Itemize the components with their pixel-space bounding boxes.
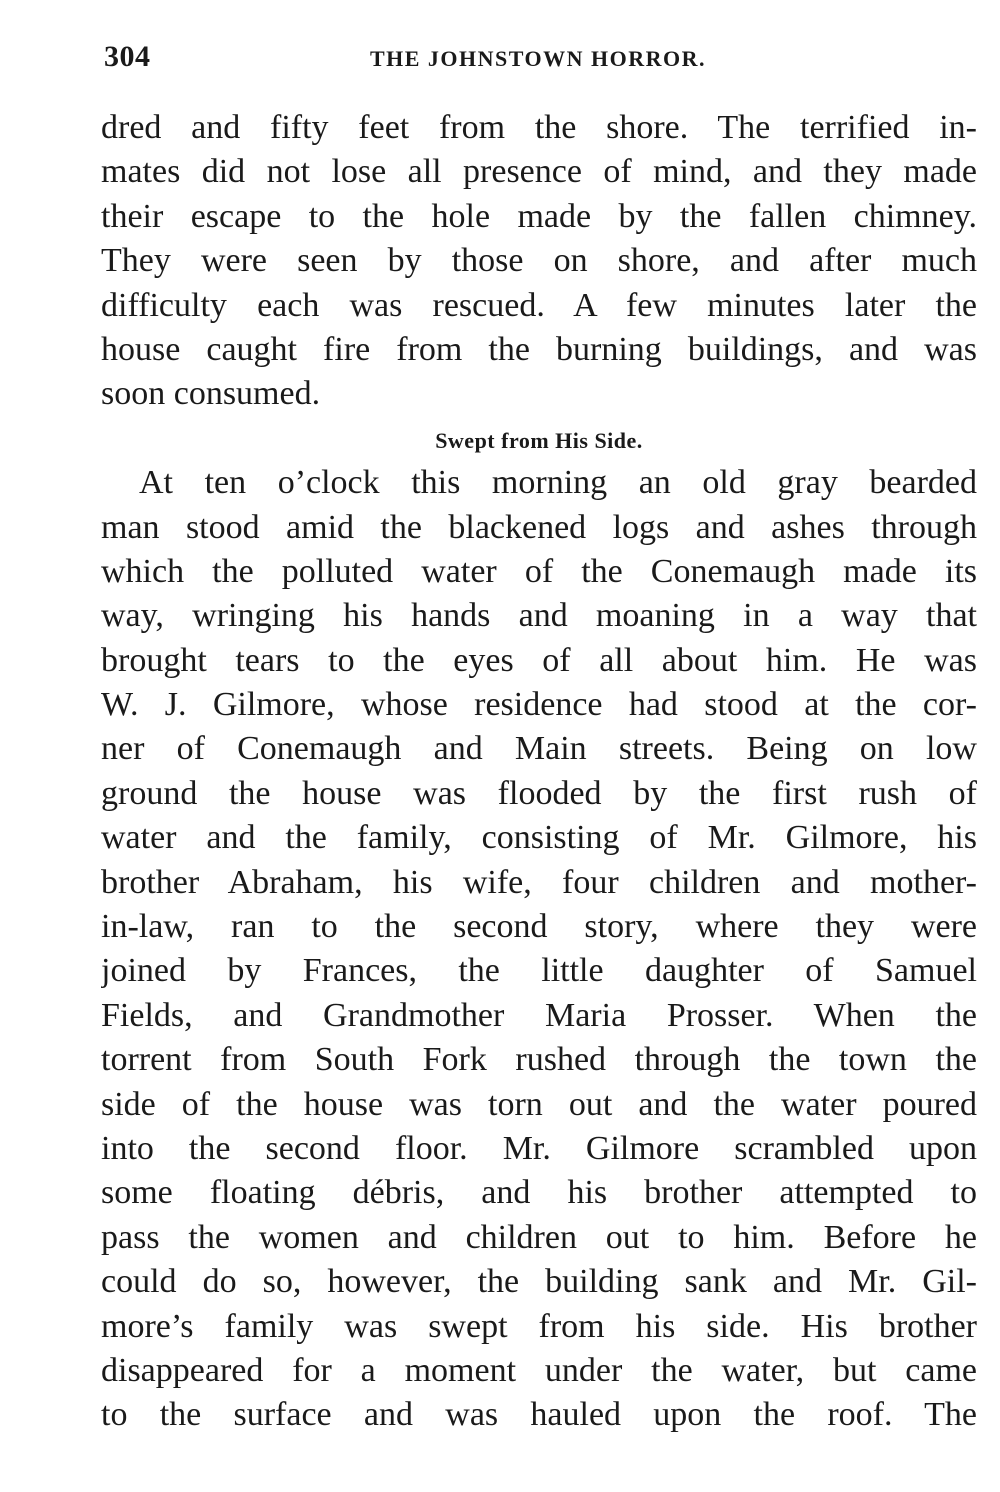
text-line: difficulty each was rescued. A few minutes later the <box>101 286 977 324</box>
text-line: their escape to the hole made by the fallen chimney. <box>101 197 977 235</box>
text-line: pass the women and children out to him. Before he <box>101 1218 977 1256</box>
text-line: to the surface and was hauled upon the roof. The <box>101 1396 977 1434</box>
text-line: They were seen by those on shore, and after much <box>101 242 977 280</box>
text-line: brother Abraham, his wife, four children and mother- <box>101 863 977 901</box>
text-line: W. J. Gilmore, whose residence had stood at the cor- <box>101 686 977 724</box>
text-line: mates did not lose all presence of mind, and they made <box>101 153 977 191</box>
running-title: THE JOHNSTOWN HORROR. <box>369 46 707 71</box>
text-line: disappeared for a moment under the water, but came <box>101 1351 977 1389</box>
text-line: torrent from South Fork rushed through the town the <box>101 1041 977 1079</box>
page-number: 304 <box>104 40 151 73</box>
text-line: side of the house was torn out and the water poured <box>101 1085 977 1123</box>
text-line: some floating débris, and his brother attempted to <box>101 1174 977 1212</box>
running-head <box>100 40 976 80</box>
text-line: could do so, however, the building sank and Mr. Gil- <box>101 1263 977 1301</box>
text-line: ground the house was flooded by the first rush of <box>101 774 977 812</box>
text-line: ner of Conemaugh and Main streets. Being on low <box>101 730 977 768</box>
text-line: soon consumed. <box>101 375 321 413</box>
text-line: dred and fifty feet from the shore. The terrified in- <box>101 109 977 146</box>
text-line: way, wringing his hands and moaning in a way that <box>101 597 977 635</box>
text-line: into the second floor. Mr. Gilmore scrambled upon <box>101 1129 977 1167</box>
text-line: At ten o’clock this morning an old gray bearded <box>139 464 977 502</box>
paragraph <box>101 106 977 417</box>
text-line: in-law, ran to the second story, where they were <box>101 908 977 946</box>
body-text <box>101 106 977 1438</box>
text-line: house caught fire from the burning buildings, and was <box>101 330 977 368</box>
text-line: man stood amid the blackened logs and ashes through <box>101 508 977 546</box>
section-heading: Swept from His Side. <box>435 427 643 453</box>
paragraph <box>101 461 977 1438</box>
text-line: Fields, and Grandmother Maria Prosser. When the <box>101 996 977 1034</box>
text-line: more’s family was swept from his side. His brother <box>101 1307 977 1345</box>
text-line: water and the family, consisting of Mr. Gilmore, his <box>101 819 977 857</box>
text-line: brought tears to the eyes of all about him. He was <box>101 641 977 679</box>
text-line: joined by Frances, the little daughter of Samuel <box>101 952 977 990</box>
text-line: which the polluted water of the Conemaugh made its <box>101 552 977 590</box>
